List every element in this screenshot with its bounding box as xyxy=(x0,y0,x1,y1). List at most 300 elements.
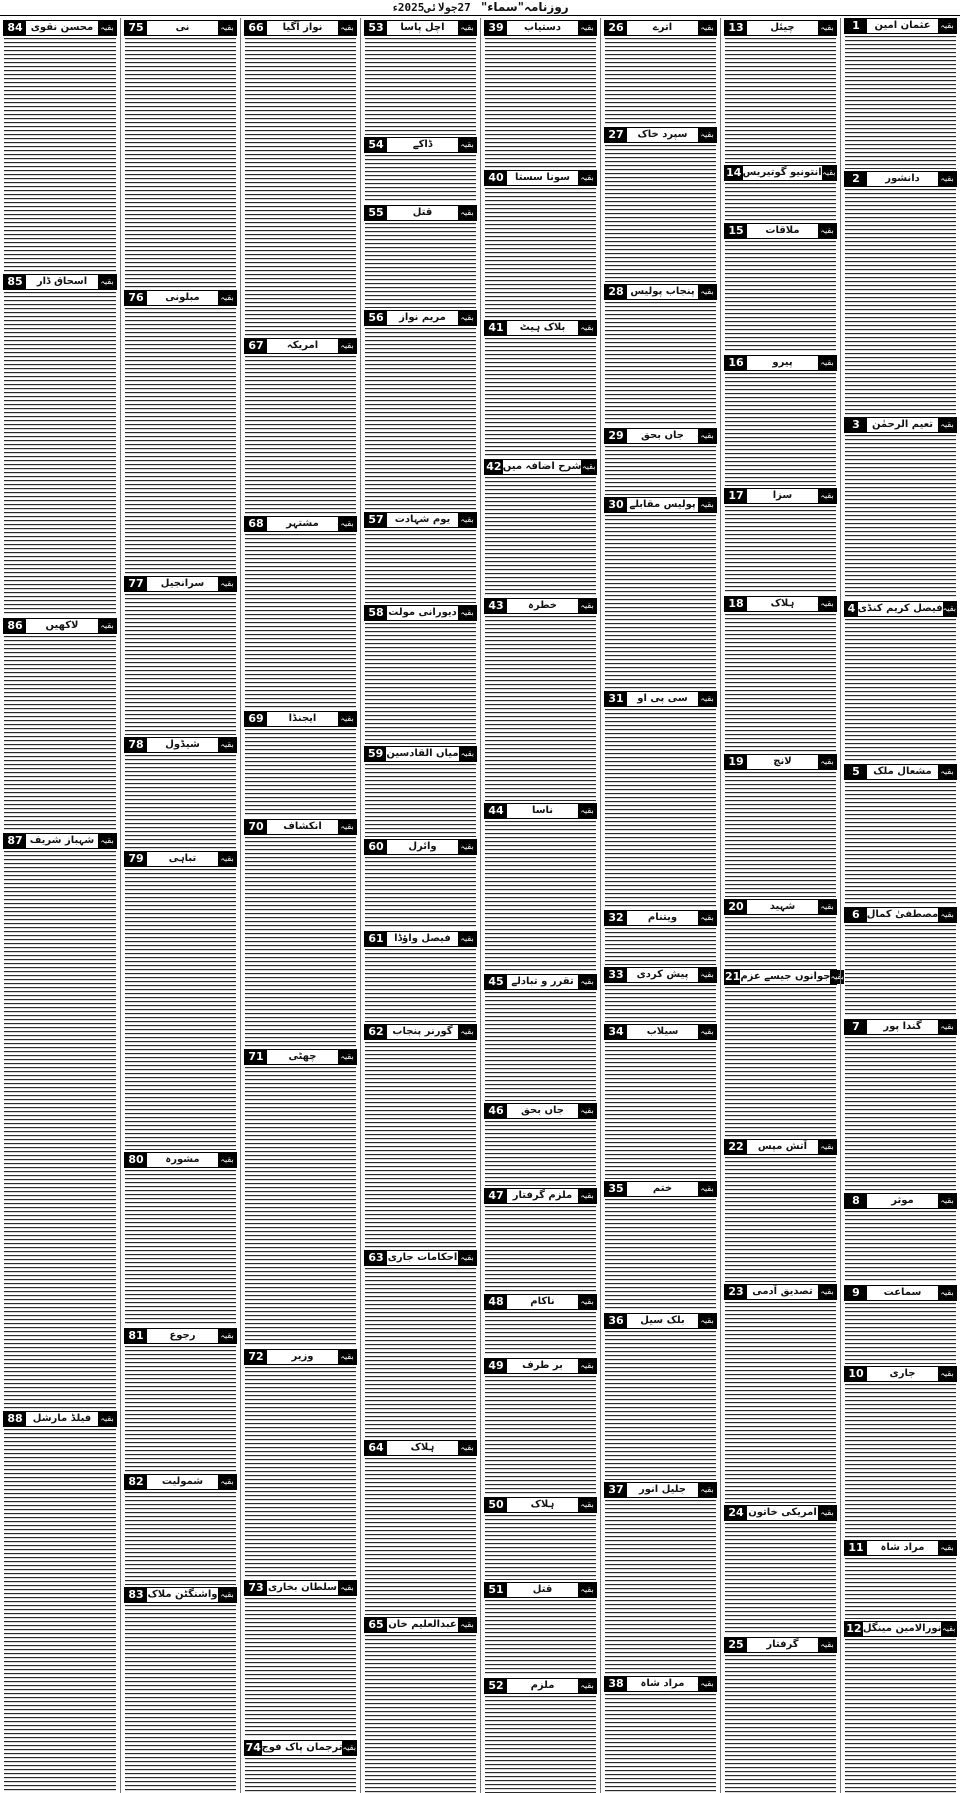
article-number: 35 xyxy=(605,1182,627,1196)
article-block xyxy=(364,203,477,308)
article-body-text xyxy=(484,992,597,1100)
article-title: اسحاق ڈار xyxy=(36,275,88,287)
article-block xyxy=(484,318,597,457)
article-block xyxy=(604,689,717,908)
continued-tag: بقیہ xyxy=(578,21,596,35)
article-header xyxy=(364,605,477,621)
article-number: 62 xyxy=(365,1025,387,1039)
article-body-text xyxy=(3,851,117,1409)
article-block xyxy=(124,1472,237,1586)
article-header xyxy=(484,1497,597,1513)
article-block xyxy=(3,616,117,831)
article-number: 87 xyxy=(4,834,26,848)
article-number: 48 xyxy=(485,1295,507,1309)
article-body-text xyxy=(604,515,717,689)
article-title: جاں بحق xyxy=(521,1104,564,1116)
article-header xyxy=(3,833,117,849)
article-title: وزیر xyxy=(291,1351,314,1363)
article-block xyxy=(724,752,837,897)
article-title: ہلاک xyxy=(530,1498,555,1510)
continued-tag: بقیہ xyxy=(938,1020,956,1034)
article-block xyxy=(844,762,957,905)
article-title: پنجاب پولیس xyxy=(630,285,695,297)
article-title: واشنگٹن ملاک xyxy=(147,1589,218,1601)
continued-tag: بقیہ xyxy=(818,597,836,611)
article-header xyxy=(724,20,837,36)
article-number: 38 xyxy=(605,1677,627,1691)
article-block xyxy=(724,163,837,221)
article-number: 64 xyxy=(365,1441,387,1455)
article-number: 44 xyxy=(485,804,507,818)
article-block xyxy=(364,1615,477,1793)
article-number: 58 xyxy=(365,606,387,620)
article-header xyxy=(244,1740,357,1756)
article-header xyxy=(604,910,717,926)
continued-tag: بقیہ xyxy=(938,19,956,33)
article-title: سونا سستا xyxy=(515,172,570,183)
article-body-text xyxy=(244,729,357,817)
article-header xyxy=(604,1024,717,1040)
article-title: نی xyxy=(175,22,190,33)
article-number: 55 xyxy=(365,206,387,220)
article-body-text xyxy=(124,869,237,1150)
article-title: اترے xyxy=(652,22,673,33)
article-title: شہباز شریف xyxy=(29,835,95,847)
article-header xyxy=(844,907,957,923)
article-number: 57 xyxy=(365,513,387,527)
article-number: 85 xyxy=(4,275,26,289)
article-block xyxy=(724,594,837,752)
article-body-text xyxy=(364,328,477,510)
continued-tag: بقیہ xyxy=(98,275,116,289)
article-header xyxy=(364,1617,477,1633)
article-body-text xyxy=(244,534,357,709)
article-body-text xyxy=(484,338,597,457)
article-number: 24 xyxy=(725,1506,747,1520)
article-block xyxy=(724,353,837,486)
article-body-text xyxy=(484,1515,597,1580)
article-number: 16 xyxy=(725,356,747,370)
article-header xyxy=(484,170,597,186)
article-header xyxy=(484,459,597,475)
continued-tag: بقیہ xyxy=(578,599,596,613)
article-body-text xyxy=(844,1037,957,1191)
article-body-text xyxy=(124,1605,237,1793)
article-block xyxy=(3,831,117,1409)
article-title: جوانوں جیسے عزم xyxy=(740,970,831,982)
article-block xyxy=(3,1409,117,1793)
continued-tag: بقیہ xyxy=(338,820,356,834)
article-block xyxy=(124,1150,237,1326)
article-block xyxy=(844,599,957,762)
article-body-text xyxy=(3,38,117,272)
article-title: قتل xyxy=(532,1583,553,1595)
article-number: 83 xyxy=(125,1588,147,1602)
article-number: 15 xyxy=(725,224,747,238)
article-block xyxy=(604,1674,717,1793)
article-title: مشورہ xyxy=(165,1154,200,1166)
article-title: احکامات جاری xyxy=(387,1252,458,1264)
article-title: تصدیق آدمی xyxy=(752,1286,813,1298)
continued-tag: بقیہ xyxy=(458,206,476,220)
continued-tag: بقیہ xyxy=(338,339,356,353)
article-header xyxy=(244,338,357,354)
article-block xyxy=(124,288,237,574)
article-title: انتونیو گوتیریس xyxy=(742,167,822,179)
article-header xyxy=(484,803,597,819)
article-block xyxy=(484,1292,597,1355)
article-header xyxy=(484,1678,597,1694)
article-block xyxy=(364,18,477,135)
continued-tag: بقیہ xyxy=(938,1541,956,1555)
article-body-text xyxy=(364,38,477,135)
article-body-text xyxy=(484,1206,597,1293)
article-body-text xyxy=(604,1042,717,1179)
article-title: مراد شاہ xyxy=(640,1677,685,1689)
article-body-text xyxy=(484,616,597,800)
article-title: پیرو xyxy=(772,357,793,369)
article-title: ڈاکے xyxy=(412,138,433,150)
article-block xyxy=(244,1578,357,1738)
article-title: گندا پور xyxy=(883,1021,922,1033)
article-title: نواز آگیا xyxy=(282,22,323,33)
article-body-text xyxy=(844,435,957,599)
article-body-text xyxy=(124,1346,237,1471)
continued-tag: بقیہ xyxy=(218,21,236,35)
article-header xyxy=(484,598,597,614)
continued-tag: بقیہ xyxy=(698,429,716,443)
article-number: 22 xyxy=(725,1140,747,1154)
article-title: ویتنام xyxy=(647,911,678,923)
article-number: 18 xyxy=(725,597,747,611)
article-number: 40 xyxy=(485,171,507,185)
article-number: 34 xyxy=(605,1025,627,1039)
article-header xyxy=(244,711,357,727)
article-number: 28 xyxy=(605,285,627,299)
article-title: سیلاب xyxy=(646,1026,679,1038)
continued-tag: بقیہ xyxy=(218,1588,236,1602)
article-number: 73 xyxy=(245,1581,267,1595)
masthead-date: 27جولائی2025ء xyxy=(391,1,471,14)
article-title: چھٹی xyxy=(288,1050,317,1062)
article-number: 67 xyxy=(245,339,267,353)
article-block xyxy=(724,1503,837,1636)
continued-tag: بقیہ xyxy=(342,1741,356,1755)
article-block xyxy=(844,1619,957,1793)
article-number: 36 xyxy=(605,1314,627,1328)
article-title: نورالامین مینگل xyxy=(862,1623,942,1635)
article-body-text xyxy=(604,928,717,965)
article-title: سی پی او xyxy=(637,693,688,705)
continued-tag: بقیہ xyxy=(698,1677,716,1691)
article-header xyxy=(3,274,117,290)
article-number: 45 xyxy=(485,975,507,989)
article-body-text xyxy=(724,1302,837,1502)
article-body-text xyxy=(484,477,597,596)
article-number: 65 xyxy=(365,1618,387,1632)
article-block xyxy=(3,272,117,617)
continued-tag: بقیہ xyxy=(218,1329,236,1343)
article-body-text xyxy=(364,530,477,603)
article-number: 82 xyxy=(125,1475,147,1489)
article-block xyxy=(844,1364,957,1538)
article-block xyxy=(244,1047,357,1347)
article-number: 51 xyxy=(485,1583,507,1597)
continued-tag: بقیہ xyxy=(818,489,836,503)
article-title: مشتہر xyxy=(286,517,319,529)
continued-tag: بقیہ xyxy=(818,1140,836,1154)
article-number: 30 xyxy=(605,498,627,512)
continued-tag: بقیہ xyxy=(338,1581,356,1595)
article-number: 84 xyxy=(4,21,26,35)
continued-tag: بقیہ xyxy=(98,619,116,633)
continued-tag: بقیہ xyxy=(338,712,356,726)
article-block xyxy=(244,514,357,709)
article-body-text xyxy=(484,188,597,318)
article-title: ترجمان پاک فوج xyxy=(261,1741,343,1753)
article-title: ایجنڈا xyxy=(288,713,317,724)
article-title: پولیس مقابلے xyxy=(629,499,696,511)
article-header xyxy=(124,290,237,306)
article-block xyxy=(724,1635,837,1793)
article-header xyxy=(724,969,844,985)
article-header xyxy=(604,1482,717,1498)
article-body-text xyxy=(364,1458,477,1616)
article-body-text xyxy=(124,38,237,288)
article-number: 52 xyxy=(485,1679,507,1693)
article-header xyxy=(364,310,477,326)
article-header xyxy=(244,1580,357,1596)
article-body-text xyxy=(844,1558,957,1619)
article-body-text xyxy=(364,155,477,203)
article-body-text xyxy=(244,1758,357,1793)
article-body-text xyxy=(484,1312,597,1355)
article-block xyxy=(484,1580,597,1676)
article-number: 66 xyxy=(245,21,267,35)
article-header xyxy=(604,1181,717,1197)
article-number: 71 xyxy=(245,1050,267,1064)
article-block xyxy=(844,18,957,169)
article-header xyxy=(604,20,717,36)
article-number: 59 xyxy=(365,747,386,761)
article-body-text xyxy=(364,223,477,308)
article-title: رجوع xyxy=(169,1330,196,1342)
article-body-text xyxy=(604,1694,717,1793)
article-number: 5 xyxy=(845,765,867,779)
article-body-text xyxy=(364,857,477,930)
continued-tag: بقیہ xyxy=(458,21,476,35)
article-header xyxy=(364,1024,477,1040)
article-title: محسن نقوی xyxy=(30,22,94,33)
article-title: مراد شاہ xyxy=(880,1541,925,1553)
article-body-text xyxy=(364,1042,477,1248)
article-header xyxy=(484,1103,597,1119)
continued-tag: بقیہ xyxy=(830,970,843,984)
continued-tag: بقیہ xyxy=(338,21,356,35)
article-block xyxy=(124,18,237,288)
article-block xyxy=(244,1347,357,1577)
article-body-text xyxy=(484,1696,597,1793)
article-header xyxy=(124,737,237,753)
article-header xyxy=(604,284,717,300)
continued-tag: بقیہ xyxy=(938,1286,956,1300)
article-block xyxy=(364,308,477,510)
article-block xyxy=(724,897,837,967)
article-block xyxy=(364,603,477,744)
article-title: عبدالعلیم خان xyxy=(388,1619,457,1631)
article-title: بلک سیل xyxy=(640,1314,685,1326)
article-body-text xyxy=(124,308,237,574)
article-header xyxy=(844,1621,957,1637)
article-title: ملزم xyxy=(530,1679,555,1691)
continued-tag: بقیہ xyxy=(458,1251,476,1265)
article-body-text xyxy=(604,985,717,1022)
continued-tag: بقیہ xyxy=(938,1367,956,1381)
article-body-text xyxy=(364,623,477,744)
article-number: 14 xyxy=(726,166,742,180)
article-header xyxy=(364,746,477,762)
article-number: 25 xyxy=(725,1638,747,1652)
article-header xyxy=(244,516,357,532)
article-header xyxy=(364,20,477,36)
article-number: 76 xyxy=(125,291,147,305)
article-title: دیورانی مولت xyxy=(388,606,457,618)
article-title: ملزم گرفتار xyxy=(512,1189,573,1201)
article-title: پیش کردی xyxy=(636,969,689,981)
article-title: دانشور xyxy=(885,173,920,185)
article-body-text xyxy=(604,709,717,908)
article-title: گرفتار xyxy=(766,1639,799,1651)
article-number: 4 xyxy=(845,602,858,616)
article-block xyxy=(484,1356,597,1495)
article-header xyxy=(724,1284,837,1300)
article-block xyxy=(364,744,477,837)
article-block xyxy=(484,168,597,318)
article-body-text xyxy=(844,1211,957,1283)
article-number: 50 xyxy=(485,1498,507,1512)
article-number: 42 xyxy=(486,460,502,474)
article-title: دستیاب xyxy=(524,22,561,33)
article-body-text xyxy=(604,1500,717,1674)
article-block xyxy=(364,1438,477,1616)
article-body-text xyxy=(604,302,717,426)
article-title: امریکہ xyxy=(286,339,319,351)
article-title: شیڈول xyxy=(165,738,200,750)
article-header xyxy=(724,1637,837,1653)
article-body-text xyxy=(604,446,717,496)
article-body-text xyxy=(844,1303,957,1364)
article-number: 6 xyxy=(845,908,867,922)
continued-tag: بقیہ xyxy=(338,517,356,531)
article-header xyxy=(844,171,957,187)
article-body-text xyxy=(724,241,837,354)
article-header xyxy=(604,1676,717,1692)
article-block xyxy=(604,1311,717,1480)
article-number: 74 xyxy=(245,1740,261,1754)
continued-tag: بقیہ xyxy=(98,1412,116,1426)
article-header xyxy=(604,428,717,444)
article-number: 2 xyxy=(845,172,867,186)
continued-tag: بقیہ xyxy=(698,692,716,706)
article-header xyxy=(724,1139,837,1155)
article-header xyxy=(364,137,477,153)
article-number: 81 xyxy=(125,1329,147,1343)
article-block xyxy=(124,1326,237,1471)
article-block xyxy=(244,336,357,514)
article-header xyxy=(124,1587,237,1603)
continued-tag: بقیہ xyxy=(458,311,476,325)
article-body-text xyxy=(244,356,357,514)
article-body-text xyxy=(604,1331,717,1480)
article-header xyxy=(844,1366,957,1382)
article-block xyxy=(604,282,717,426)
continued-tag: بقیہ xyxy=(822,166,836,180)
article-header xyxy=(604,967,717,983)
article-body-text xyxy=(124,1170,237,1326)
article-number: 9 xyxy=(845,1286,867,1300)
article-number: 27 xyxy=(605,128,627,142)
continued-tag: بقیہ xyxy=(458,513,476,527)
article-title: یوم شہادت xyxy=(394,514,451,526)
continued-tag: بقیہ xyxy=(818,224,836,238)
article-body-text xyxy=(724,506,837,594)
article-block xyxy=(364,837,477,930)
article-number: 46 xyxy=(485,1104,507,1118)
article-block xyxy=(844,169,957,414)
article-number: 12 xyxy=(846,1622,862,1636)
continued-tag: بقیہ xyxy=(578,1498,596,1512)
continued-tag: بقیہ xyxy=(578,171,596,185)
article-number: 43 xyxy=(485,599,507,613)
continued-tag: بقیہ xyxy=(578,1104,596,1118)
article-block xyxy=(364,510,477,603)
masthead xyxy=(0,0,960,16)
article-block xyxy=(484,1676,597,1793)
article-body-text xyxy=(844,189,957,414)
continued-tag: بقیہ xyxy=(818,900,836,914)
article-body-text xyxy=(724,1523,837,1636)
article-block xyxy=(604,1480,717,1674)
continued-tag: بقیہ xyxy=(218,291,236,305)
article-block xyxy=(844,415,957,599)
article-body-text xyxy=(844,925,957,1017)
article-body-text xyxy=(124,1492,237,1586)
article-body-text xyxy=(364,949,477,1022)
continued-tag: بقیہ xyxy=(458,1618,476,1632)
continued-tag: بقیہ xyxy=(698,1182,716,1196)
article-block xyxy=(844,1538,957,1619)
article-header xyxy=(124,576,237,592)
continued-tag: بقیہ xyxy=(98,834,116,848)
article-number: 61 xyxy=(365,932,387,946)
article-block xyxy=(244,18,357,336)
article-block xyxy=(844,1017,957,1191)
continued-tag: بقیہ xyxy=(459,747,476,761)
article-block xyxy=(604,1179,717,1311)
article-number: 37 xyxy=(605,1483,627,1497)
article-header xyxy=(724,223,837,239)
continued-tag: بقیہ xyxy=(578,1189,596,1203)
continued-tag: بقیہ xyxy=(218,1153,236,1167)
article-title: فیلڈ مارشل xyxy=(32,1413,92,1425)
article-title: مریم نواز xyxy=(399,312,446,324)
article-title: آتش مپس xyxy=(757,1141,808,1153)
article-title: مشعال ملک xyxy=(873,766,932,778)
article-number: 88 xyxy=(4,1412,26,1426)
article-header xyxy=(844,1540,957,1556)
article-title: سلطان بخاری xyxy=(267,1581,338,1593)
article-number: 72 xyxy=(245,1350,267,1364)
